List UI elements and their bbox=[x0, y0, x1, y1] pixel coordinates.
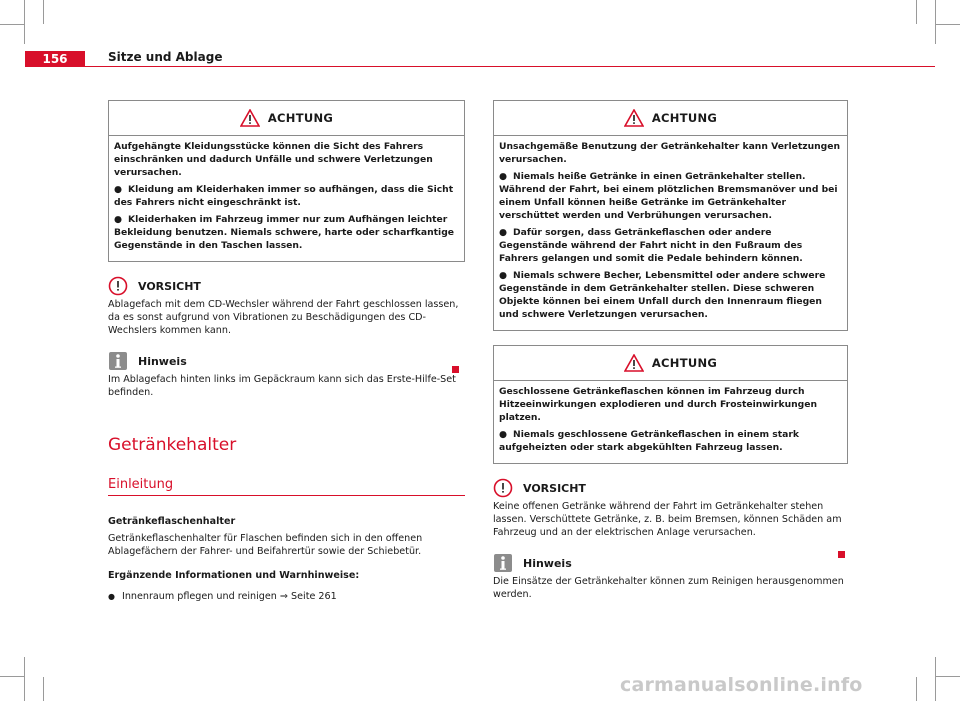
warning-triangle-icon bbox=[624, 109, 644, 127]
section-title: Getränkehalter bbox=[108, 435, 237, 455]
body-text: Getränkeflaschenhalter für Flaschen befinden sich in den offenen Ablagefächern der Fahrer- und Beifahrertür sowie der Schiebetür. bbox=[108, 533, 423, 557]
list-item bbox=[108, 591, 465, 602]
warning-header bbox=[494, 101, 847, 136]
note-text: Im Ablagefach hinten links im Gepäckraum kann sich das Erste-Hilfe-Set befinden. bbox=[108, 374, 456, 398]
end-mark bbox=[452, 366, 459, 373]
warning-intro: Unsachgemäße Benutzung der Getränkehalter kann Verletzungen verursachen. bbox=[499, 141, 841, 165]
warning-box bbox=[493, 345, 848, 464]
subsection-title: Einleitung bbox=[108, 477, 465, 496]
crop-mark bbox=[0, 676, 24, 677]
list-item bbox=[499, 428, 842, 454]
list-item bbox=[499, 170, 842, 222]
crop-mark bbox=[0, 24, 24, 25]
list-item-text: Dafür sorgen, dass Getränkeflaschen oder andere Gegenstände während der Fahrt nicht in den Fußraum des Fahrers gelangen und somit die Pedale behindern können. bbox=[499, 227, 803, 264]
warning-title: ACHTUNG bbox=[651, 111, 718, 125]
bullet: ● bbox=[499, 171, 508, 182]
right-column bbox=[493, 100, 848, 601]
caution-exclamation-icon bbox=[108, 276, 128, 296]
info-note-icon bbox=[493, 553, 513, 573]
warning-body bbox=[494, 381, 847, 463]
warning-body bbox=[109, 136, 464, 261]
warning-intro: Aufgehängte Kleidungsstücke können die Sicht des Fahrers einschränken und dadurch Unfälle und schwere Verletzungen verursachen. bbox=[114, 141, 433, 178]
crop-mark bbox=[916, 677, 917, 701]
note-block bbox=[108, 351, 465, 399]
warning-header bbox=[109, 101, 464, 136]
caution-header bbox=[493, 478, 848, 498]
crop-mark bbox=[935, 657, 936, 701]
caution-header bbox=[108, 276, 465, 296]
crop-mark bbox=[936, 676, 960, 677]
crop-mark bbox=[24, 0, 25, 44]
note-title: Hinweis bbox=[523, 556, 572, 570]
warning-header bbox=[494, 346, 847, 381]
info-heading: Ergänzende Informationen und Warnhinweise: bbox=[108, 570, 360, 581]
crop-mark bbox=[936, 24, 960, 25]
note-header bbox=[108, 351, 465, 371]
info-note-icon bbox=[108, 351, 128, 371]
list-item bbox=[499, 269, 842, 321]
left-column bbox=[108, 100, 465, 602]
crop-mark bbox=[935, 0, 936, 44]
warning-box bbox=[108, 100, 465, 262]
crop-mark bbox=[916, 0, 917, 24]
end-mark bbox=[838, 551, 845, 558]
warning-body bbox=[494, 136, 847, 330]
note-block bbox=[493, 553, 848, 601]
caution-exclamation-icon bbox=[493, 478, 513, 498]
page-reference-link[interactable]: Seite 261 bbox=[291, 591, 337, 602]
list-item-text: Kleidung am Kleiderhaken immer so aufhängen, dass die Sicht des Fahrers nicht eingeschränkt ist. bbox=[114, 184, 454, 208]
note-title: Hinweis bbox=[138, 354, 187, 368]
warning-title: ACHTUNG bbox=[651, 356, 718, 370]
bullet: ● bbox=[499, 227, 508, 238]
warning-box bbox=[493, 100, 848, 331]
caution-block bbox=[108, 276, 465, 337]
page-number: 156 bbox=[25, 51, 85, 67]
note-text: Die Einsätze der Getränkehalter können zum Reinigen herausgenommen werden. bbox=[493, 576, 844, 600]
caution-text: Ablagefach mit dem CD-Wechsler während der Fahrt geschlossen lassen, da es sonst aufgrund von Vibrationen zu Beschädigungen des CD-Wechslers kommen kann. bbox=[108, 299, 459, 336]
bullet: ● bbox=[114, 214, 123, 225]
bullet: ● bbox=[108, 592, 115, 601]
warning-title: ACHTUNG bbox=[267, 111, 334, 125]
warning-intro: Geschlossene Getränkeflaschen können im Fahrzeug durch Hitzeeinwirkungen explodieren und durch Frosteinwirkungen platzen. bbox=[499, 386, 817, 423]
list-item bbox=[499, 226, 842, 265]
bullet: ● bbox=[499, 429, 508, 440]
link-arrow: ⇒ bbox=[279, 591, 288, 602]
header-rule bbox=[85, 66, 935, 67]
warning-triangle-icon bbox=[240, 109, 260, 127]
crop-mark bbox=[24, 657, 25, 701]
caution-title: VORSICHT bbox=[523, 481, 586, 495]
list-item-text: Niemals schwere Becher, Lebensmittel oder andere schwere Gegenstände in dem Getränkehalter stellen. Diese schweren Objekte können bei einem Unfall durch den Innenraum fliegen und schwere Verletzungen verursachen. bbox=[499, 270, 826, 320]
bullet: ● bbox=[114, 184, 123, 195]
warning-triangle-icon bbox=[624, 354, 644, 372]
list-item bbox=[114, 183, 459, 209]
list-item-text: Niemals geschlossene Getränkeflaschen in einem stark aufgeheizten oder stark abgekühlten Fahrzeug lassen. bbox=[499, 429, 800, 453]
crop-mark bbox=[43, 0, 44, 24]
caution-title: VORSICHT bbox=[138, 279, 201, 293]
crop-mark bbox=[43, 677, 44, 701]
list-item-text: Kleiderhaken im Fahrzeug immer nur zum Aufhängen leichter Bekleidung benutzen. Niemals schwere, harte oder scharfkantige Gegenstände in den Taschen lassen. bbox=[114, 214, 455, 251]
chapter-title: Sitze und Ablage bbox=[108, 50, 223, 64]
caution-block bbox=[493, 478, 848, 539]
list-item-text: Niemals heiße Getränke in einen Getränkehalter stellen. Während der Fahrt, bei einem plötzlichen Bremsmanöver und bei einem Unfall können heiße Getränke im Getränkehalter verschüttet werden und Verbrühungen verursachen. bbox=[499, 171, 838, 221]
watermark: carmanualsonline.info bbox=[620, 674, 863, 696]
caution-text: Keine offenen Getränke während der Fahrt im Getränkehalter stehen lassen. Verschüttete Getränke, z. B. beim Bremsen, können Schäden am Fahrzeug und an der elektrischen Anlage verursachen. bbox=[493, 501, 842, 538]
body-heading: Getränkeflaschenhalter bbox=[108, 516, 236, 527]
note-header bbox=[493, 553, 848, 573]
bullet: ● bbox=[499, 270, 508, 281]
list-item bbox=[114, 213, 459, 252]
link-text: Innenraum pflegen und reinigen bbox=[122, 591, 277, 602]
